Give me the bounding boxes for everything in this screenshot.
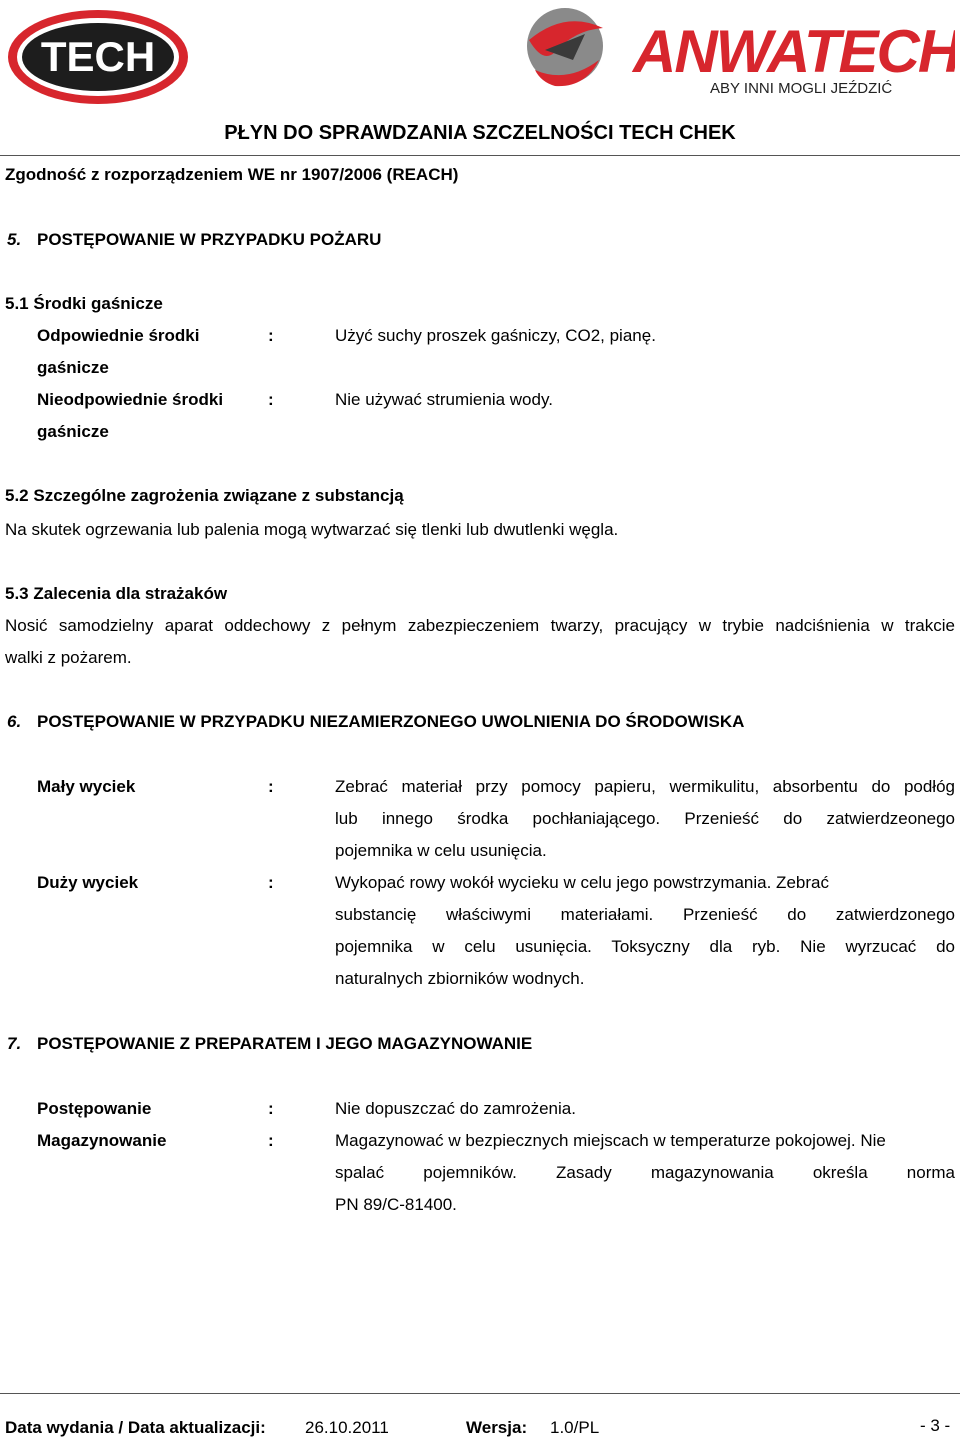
footer-version-value: 1.0/PL [550, 1418, 600, 1437]
section-5-3-text-line1: Nosić samodzielny aparat oddechowy z pełnym zabezpieczeniem twarzy, pracujący w trybie nadciśnienia w trakcie [5, 616, 955, 635]
section-6-heading: POSTĘPOWANIE W PRZYPADKU NIEZAMIERZONEGO UWOLNIENIA DO ŚRODOWISKA [37, 712, 745, 731]
suitable-media-colon: : [268, 326, 274, 345]
storage-line2: spalać pojemników. Zasady magazynowania określa norma [335, 1163, 955, 1182]
large-spill-line1: Wykopać rowy wokół wycieku w celu jego powstrzymania. Zebrać [335, 873, 829, 892]
footer-date-value: 26.10.2011 [305, 1418, 389, 1437]
footer-page-number: - 3 - [920, 1416, 951, 1435]
storage-colon: : [268, 1131, 274, 1150]
section-5-2-heading: 5.2 Szczególne zagrożenia związane z substancją [5, 486, 404, 505]
large-spill-label: Duży wyciek [37, 873, 139, 892]
storage-line3: PN 89/C-81400. [335, 1195, 457, 1214]
section-5-3-heading: 5.3 Zalecenia dla strażaków [5, 584, 228, 603]
large-spill-line4: naturalnych zbiorników wodnych. [335, 969, 585, 988]
section-6-number: 6. [7, 712, 22, 731]
document-title: PŁYN DO SPRAWDZANIA SZCZELNOŚCI TECH CHEK [224, 122, 736, 144]
handling-value: Nie dopuszczać do zamrożenia. [335, 1099, 576, 1118]
large-spill-colon: : [268, 873, 274, 892]
tech-logo [6, 8, 190, 106]
section-5-1-heading: 5.1 Środki gaśnicze [5, 294, 163, 313]
footer-version-label: Wersja: [466, 1418, 528, 1437]
suitable-media-value: Użyć suchy proszek gaśniczy, CO2, pianę. [335, 326, 656, 345]
suitable-media-label: Odpowiednie środki [37, 326, 200, 345]
handling-colon: : [268, 1099, 274, 1118]
small-spill-line3: pojemnika w celu usunięcia. [335, 841, 547, 860]
anwatech-logo-text: ANWATECH [633, 18, 955, 85]
footer-rule [0, 1393, 960, 1394]
storage-label: Magazynowanie [37, 1131, 167, 1150]
unsuitable-media-label: Nieodpowiednie środki [37, 390, 224, 409]
handling-label: Postępowanie [37, 1099, 152, 1118]
header-rule [0, 155, 960, 156]
section-5-3-text-line2: walki z pożarem. [5, 648, 132, 667]
suitable-media-label-line2: gaśnicze [37, 358, 109, 377]
small-spill-line1: Zebrać materiał przy pomocy papieru, wermikulitu, absorbentu do podłóg [335, 777, 955, 796]
anwatech-tagline: ABY INNI MOGLI JEŹDZIĆ [710, 80, 893, 97]
section-5-2-text: Na skutek ogrzewania lub palenia mogą wytwarzać się tlenki lub dwutlenki węgla. [5, 520, 619, 539]
small-spill-label: Mały wyciek [37, 777, 136, 796]
storage-line1: Magazynować w bezpiecznych miejscach w temperaturze pokojowej. Nie [335, 1131, 886, 1150]
footer-date-label: Data wydania / Data aktualizacji: [5, 1418, 266, 1437]
large-spill-line3: pojemnika w celu usunięcia. Toksyczny dla ryb. Nie wyrzucać do [335, 937, 955, 956]
section-7-heading: POSTĘPOWANIE Z PREPARATEM I JEGO MAGAZYNOWANIE [37, 1034, 533, 1053]
section-7-number: 7. [7, 1034, 22, 1053]
small-spill-line2: lub innego środka pochłaniającego. Przenieść do zatwierdzeonego [335, 809, 955, 828]
section-5-number: 5. [7, 230, 22, 249]
unsuitable-media-colon: : [268, 390, 274, 409]
unsuitable-media-value: Nie używać strumienia wody. [335, 390, 553, 409]
regulation-text: Zgodność z rozporządzeniem WE nr 1907/2006 (REACH) [5, 165, 459, 184]
unsuitable-media-label-line2: gaśnicze [37, 422, 109, 441]
section-5-heading: POSTĘPOWANIE W PRZYPADKU POŻARU [37, 230, 382, 249]
anwatech-logo [515, 0, 955, 100]
tech-logo-text: TECH [40, 33, 156, 80]
large-spill-line2: substancię właściwymi materiałami. Przenieść do zatwierdzonego [335, 905, 955, 924]
small-spill-colon: : [268, 777, 274, 796]
